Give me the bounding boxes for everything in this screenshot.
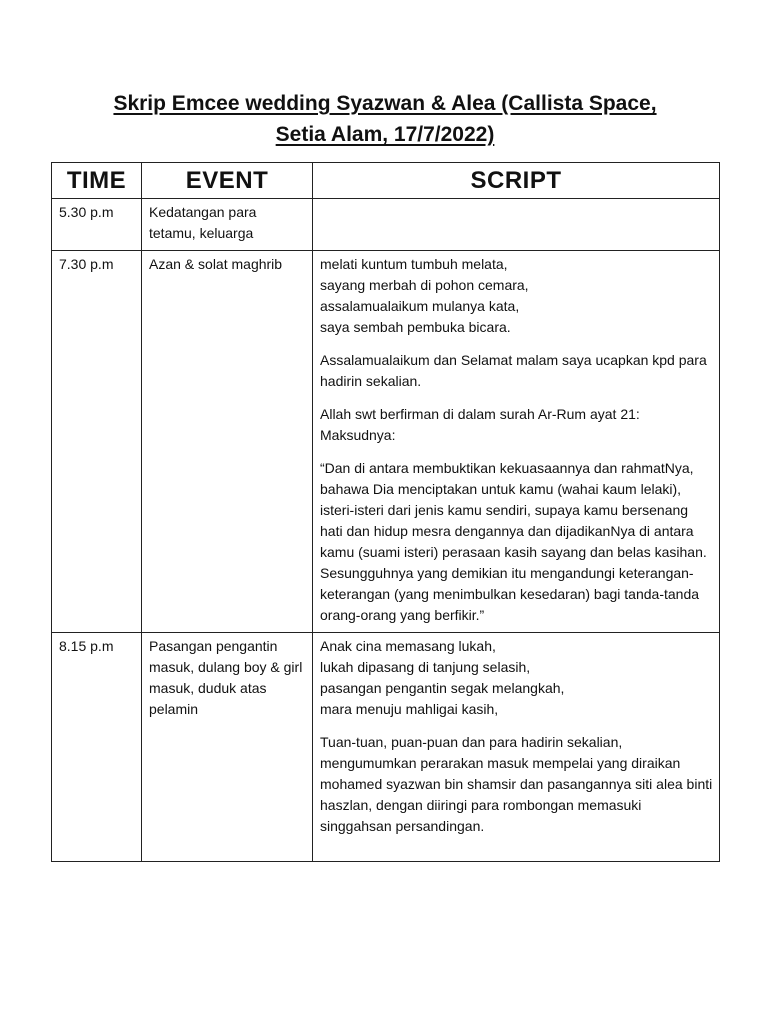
script-line: saya sembah pembuka bicara.: [320, 319, 511, 335]
header-script: SCRIPT: [313, 163, 720, 199]
surah-intro-paragraph: Allah swt berfirman di dalam surah Ar-Rum ayat 21: Maksudnya:: [320, 406, 640, 443]
table-row: [52, 199, 720, 251]
script-line: sayang merbah di pohon cemara,: [320, 277, 529, 293]
table-header-row: [52, 163, 720, 199]
script-line: pasangan pengantin segak melangkah,: [320, 680, 565, 696]
emcee-script-table: [51, 162, 720, 862]
script-line: lukah dipasang di tanjung selasih,: [320, 659, 531, 675]
event-cell: Pasangan pengantin masuk, dulang boy & girl masuk, duduk atas pelamin: [142, 633, 313, 862]
announcement-paragraph: Tuan-tuan, puan-puan dan para hadirin sekalian, mengumumkan perarakan masuk mempelai yang diraikan mohamed syazwan bin shamsir dan pasangannya siti alea binti haszlan, dengan diiringi para rombongan memasuki singgahsan persandingan.: [320, 734, 713, 834]
script-cell: [313, 199, 720, 251]
header-time: TIME: [52, 163, 142, 199]
pantun-opening: [320, 254, 713, 338]
script-line: Anak cina memasang lukah,: [320, 638, 496, 654]
event-cell: Kedatangan para tetamu, keluarga: [142, 199, 313, 251]
time-cell: 8.15 p.m: [52, 633, 142, 862]
script-cell: [313, 633, 720, 862]
table-row: [52, 251, 720, 633]
document-title: [60, 88, 710, 150]
header-event: EVENT: [142, 163, 313, 199]
script-cell: [313, 251, 720, 633]
title-line-1: Skrip Emcee wedding Syazwan & Alea (Callista Space,: [113, 92, 657, 115]
script-line: assalamualaikum mulanya kata,: [320, 298, 520, 314]
script-line: melati kuntum tumbuh melata,: [320, 256, 508, 272]
table-row: [52, 633, 720, 862]
time-cell: 5.30 p.m: [52, 199, 142, 251]
greeting-paragraph: Assalamualaikum dan Selamat malam saya ucapkan kpd para hadirin sekalian.: [320, 352, 707, 389]
surah-quote-paragraph: “Dan di antara membuktikan kekuasaannya dan rahmatNya, bahawa Dia menciptakan untuk kamu (wahai kaum lelaki), isteri-isteri dari jenis kamu sendiri, supaya kamu bersenang hati dan hidup mesra dengannya dan dijadikanNya di antara kamu (suami isteri) perasaan kasih sayang dan belas kasihan. Sesungguhnya yang demikian itu mengandungi keterangan-keterangan (yang menimbulkan kesedaran) bagi tanda-tanda orang-orang yang berfikir.”: [320, 460, 707, 623]
cell-padding: [320, 849, 713, 855]
script-line: mara menuju mahligai kasih,: [320, 701, 499, 717]
time-cell: 7.30 p.m: [52, 251, 142, 633]
event-cell: Azan & solat maghrib: [142, 251, 313, 633]
title-line-2: Setia Alam, 17/7/2022): [275, 123, 495, 146]
pantun-entrance: [320, 636, 713, 720]
